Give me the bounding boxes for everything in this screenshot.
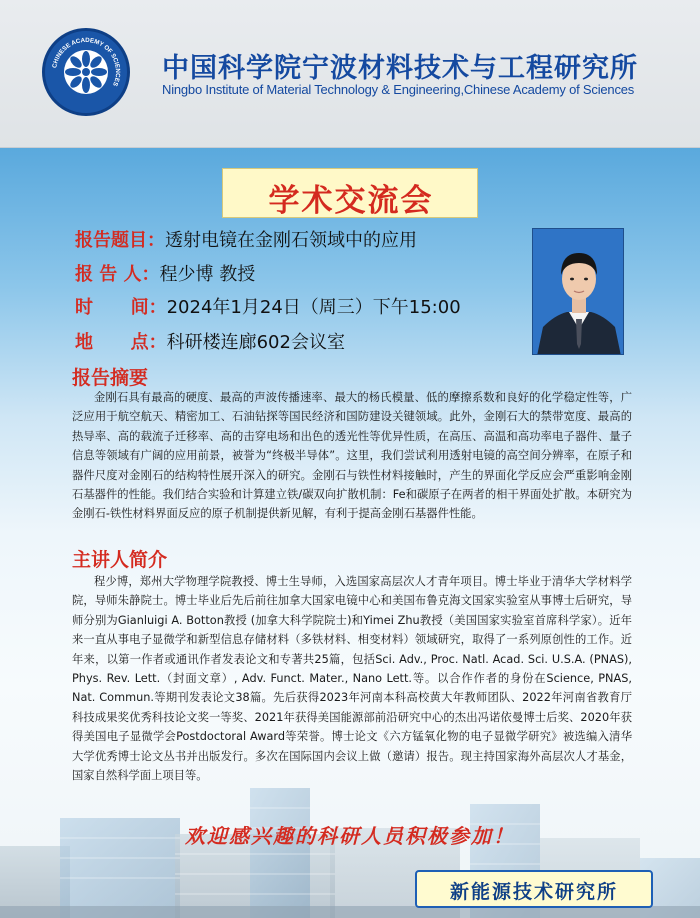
event-title-box [222, 168, 478, 218]
poster-body [0, 148, 700, 918]
cas-logo [42, 28, 130, 116]
welcome-message: 欢迎感兴趣的科研人员积极参加！ [185, 824, 515, 848]
institute-name-en: Ningbo Institute of Material Technology & Engineering,Chinese Academy of Sciences [162, 82, 635, 97]
bio-text: 程少博，郑州大学物理学院教授、博士生导师，入选国家高层次人才青年项目。博士毕业于清华大学材料学院，导师朱静院士。博士毕业后先后前往加拿大国家电镜中心和美国布鲁克海文国家实验室从事博士后研究，导师分别为Gianluigi A. Botton教授 (加拿大科学院院士)和Yimei Zhu教授（美国国家实验室首席科学家）。近年来一直从事电子显微学和新型信息存储材料（多铁材料、相变材料）领域研究，取得了一系列原创性的工作。近年来，以第一作者或通讯作者发表论文和专著共25篇，包括Sci. Adv., Proc. Natl. Acad. Sci. U.S.A. (PNAS), Phys. Rev. Lett.（封面文章）, Adv. Funct. Mater., Nano Lett.等。以合作作者的身份在Science, PNAS, Nat. Commun.等期刊发表论文38篇。先后获得2023年河南本科高校黄大年教师团队、2022年河南省教育厅科技成果奖优秀科技论文奖一等奖、2021年获得美国能源部前沿研究中心的杰出冯诺依曼博士后奖、2020年获得美国电子显微学会Postdoctoral Award等荣誉。博士论文《六方锰氧化物的电子显微学研究》被选编入清华大学优秀博士论文丛书并出版发行。多次在国际国内会议上做（邀请）报告。现主持国家海外高层次人才基金，国家自然科学面上项目等。 [72, 575, 632, 783]
speaker-label: 报 告 人： [75, 264, 160, 285]
bio-heading: 主讲人简介 [72, 549, 168, 571]
logo-ring-text: CHINESE ACADEMY OF SCIENCES [51, 36, 122, 88]
info-place [75, 328, 345, 354]
place-value: 科研楼连廊602会议室 [166, 332, 345, 353]
place-label: 地 点： [75, 332, 167, 353]
info-speaker [75, 260, 255, 286]
abstract-heading: 报告摘要 [72, 367, 149, 389]
topic-value: 透射电镜在金刚石领域中的应用 [165, 230, 417, 251]
info-topic [75, 226, 417, 252]
header-banner [0, 0, 700, 148]
institute-name-cn: 中国科学院宁波材料技术与工程研究所 [162, 53, 638, 84]
speaker-photo [532, 228, 624, 355]
time-value: 2024年1月24日（周三）下午15:00 [166, 297, 461, 318]
speaker-value: 程少博 教授 [159, 264, 256, 285]
info-time [75, 293, 461, 319]
organizer-badge [415, 870, 653, 908]
topic-label: 报告题目： [75, 230, 165, 251]
event-title: 学术交流会 [268, 183, 434, 219]
organizer-name: 新能源技术研究所 [449, 881, 618, 903]
time-label: 时 间： [75, 297, 167, 318]
abstract-text: 金刚石具有最高的硬度、最高的声波传播速率、最大的杨氏模量、低的摩擦系数和良好的化学稳定性等，广泛应用于航空航天、精密加工、石油钻探等国民经济和国防建设关键领域。此外，金刚石大的禁带宽度、最高的热导率、高的载流子迁移率、高的击穿电场和出色的透光性等优异性质，在高压、高温和高功率电子器件、量子信息等领域有广阔的应用前景，被誉为“终极半导体”。这里，我们尝试利用透射电镜的高空间分辨率，在原子和器件尺度对金刚石的结构特性展开深入的研究。金刚石与铁性材料接触时，产生的界面化学反应会严重影响金刚石基器件的性能。我们结合实验和计算建立铁/碳双向扩散机制：Fe和碳原子在两者的相干界面处扩散。本研究为金刚石-铁性材料界面反应的原子机制提供新见解，有利于提高金刚石基器件性能。 [72, 391, 632, 521]
